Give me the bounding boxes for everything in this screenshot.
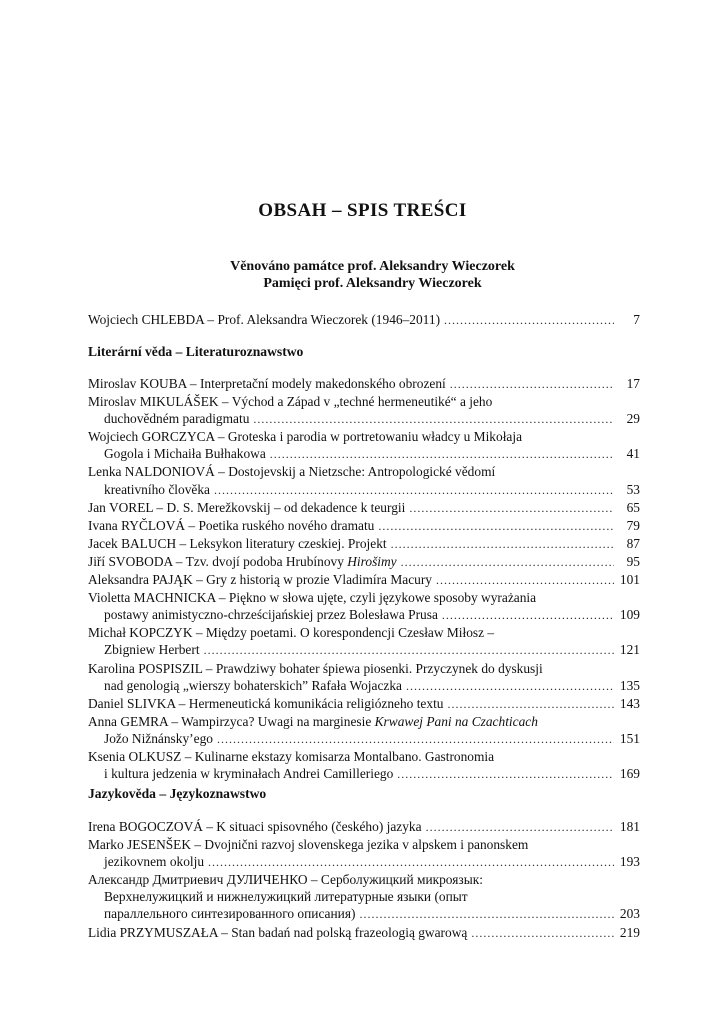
leader-dots	[391, 536, 614, 553]
toc-entry-text: Lenka NALDONIOVÁ – Dostojevskij a Nietzsche: Antropologické vědomí	[88, 464, 496, 480]
toc-entry-text: Karolina POSPISZIL – Prawdziwy bohater śpiewa piosenki. Przyczynek do dyskusji	[88, 660, 543, 676]
toc-entry-text: Daniel SLIVKA – Hermeneutická komunikácia religiózneho textu	[88, 695, 444, 711]
toc-entry[interactable]	[88, 553, 640, 571]
toc-entry[interactable]	[88, 660, 640, 695]
toc-page-number: 87	[626, 535, 640, 551]
toc-entry-text-continued: postawy animistyczno-chrześcijańskiej przez Bolesława Prusa	[104, 607, 438, 623]
toc-entry-text: Marko JESENŠEK – Dvojnični razvoj slovenskega jezika v alpskem i panonskem	[88, 837, 529, 853]
toc-entry-text-continued: параллельного синтезированного описания)	[104, 906, 356, 922]
toc-entry-italic-title: Krwawej Pani na Czachticach	[374, 713, 538, 729]
toc-entry-text: Miroslav MIKULÁŠEK – Východ a Západ v „techné hermeneutiké“ a jeho	[88, 394, 493, 410]
section-heading-literature: Literární věda – Literaturoznawstwo	[88, 344, 304, 359]
toc-page-number: 79	[626, 517, 640, 533]
toc-entry[interactable]	[88, 571, 640, 589]
toc-entry-text: Anna GEMRA – Wampirzyca? Uwagi na marginesie	[88, 713, 375, 729]
toc-section-literature	[88, 375, 640, 783]
dedication-line-1: Věnováno památce prof. Aleksandry Wieczorek	[230, 259, 515, 274]
toc-page-number: 203	[619, 906, 640, 922]
toc-entry[interactable]	[88, 818, 640, 836]
toc-page-number: 135	[619, 677, 640, 693]
leader-dots	[444, 312, 614, 329]
toc-entry[interactable]	[88, 535, 640, 553]
dedication-line-2: Pamięci prof. Aleksandry Wieczorek	[263, 276, 482, 291]
toc-entry[interactable]	[88, 624, 640, 659]
toc-entry-italic-title: Hirošimy	[347, 553, 397, 569]
toc-page-number: 219	[619, 924, 640, 940]
leader-dots	[426, 819, 614, 836]
toc-entry[interactable]	[88, 695, 640, 713]
toc-entry-text: Aleksandra PAJĄK – Gry z historią w prozie Vladimíra Macury	[88, 572, 432, 588]
toc-entry-text: Miroslav KOUBA – Interpretační modely makedonského obrození	[88, 376, 446, 391]
leader-dots	[253, 411, 614, 428]
page-title: OBSAH – SPIS TREŚCI	[258, 200, 467, 221]
toc-page-number: 65	[626, 499, 640, 515]
toc-page-number: 7	[633, 312, 640, 327]
toc-entry-text-continued: Jožo Nižnánsky’ego	[104, 730, 213, 746]
toc-page-number: 193	[619, 854, 640, 870]
toc-page-number: 95	[626, 553, 640, 569]
leader-dots	[442, 607, 614, 624]
toc-page-number: 109	[619, 607, 640, 623]
toc-page-number: 151	[619, 730, 640, 746]
toc-entry[interactable]	[88, 463, 640, 498]
toc-entry-text-continued: jezikovnem okolju	[104, 854, 205, 870]
leader-dots	[208, 854, 614, 871]
toc-page-number: 17	[626, 376, 640, 391]
leader-dots	[406, 678, 614, 695]
toc-entry[interactable]	[88, 311, 640, 329]
toc-entry[interactable]	[88, 375, 640, 393]
dedication	[0, 258, 725, 292]
toc-entry-text-continued: Zbigniew Herbert	[104, 642, 200, 658]
toc-page-number: 121	[619, 642, 640, 658]
toc-entry[interactable]	[88, 713, 640, 748]
toc-intro	[88, 311, 640, 329]
toc-entry-text-continued: duchovědném paradigmatu	[104, 411, 250, 427]
toc-entry[interactable]	[88, 428, 640, 463]
toc-entry[interactable]	[88, 871, 640, 923]
toc-entry-text: Jiří SVOBODA – Tzv. dvojí podoba Hrubínovy	[88, 553, 348, 569]
toc-entry-text-continued: Gogola i Michaiła Bułhakowa	[104, 446, 266, 462]
toc-entry-text: Lidia PRZYMUSZAŁA – Stan badań nad polską frazeologią gwarową	[88, 924, 468, 940]
toc-entry-text-continued: i kultura jedzenia w kryminałach Andrei Camilleriego	[104, 766, 394, 782]
toc-section-linguistics	[88, 818, 640, 942]
toc-entry[interactable]	[88, 836, 640, 871]
leader-dots	[448, 696, 615, 713]
toc-page-number: 41	[626, 446, 640, 462]
toc-page-number: 169	[619, 766, 640, 782]
toc-entry-text-continued: nad genologią „wierszy bohaterskich” Rafała Wojaczka	[104, 677, 402, 693]
toc-page-number: 181	[619, 819, 640, 834]
toc-entry[interactable]	[88, 517, 640, 535]
toc-entry-text-continued: kreativního člověka	[104, 481, 210, 497]
toc-entry-text: Ivana RYČLOVÁ – Poetika ruského nového dramatu	[88, 517, 375, 533]
leader-dots	[397, 766, 614, 783]
toc-page-number: 101	[619, 572, 640, 588]
leader-dots	[409, 500, 614, 517]
toc-entry-text-continued: Верхнелужицкий и нижнелужицкий литературные языки (опыт	[104, 889, 468, 905]
leader-dots	[214, 482, 614, 499]
leader-dots	[471, 925, 614, 942]
leader-dots	[204, 642, 614, 659]
leader-dots	[401, 554, 614, 571]
toc-page-number: 53	[626, 481, 640, 497]
leader-dots	[450, 376, 614, 393]
toc-entry-text: Jan VOREL – D. S. Merežkovskij – od dekadence k teurgii	[88, 499, 406, 515]
toc-page-number: 143	[619, 695, 640, 711]
leader-dots	[270, 446, 614, 463]
toc-entry[interactable]	[88, 589, 640, 624]
toc-entry-text: Michał KOPCZYK – Między poetami. O korespondencji Czesław Miłosz –	[88, 625, 495, 641]
toc-page-number: 29	[626, 411, 640, 427]
leader-dots	[217, 731, 614, 748]
toc-entry-text: Wojciech GORCZYCA – Groteska i parodia w portretowaniu władcy u Mikołaja	[88, 429, 523, 445]
toc-entry-text: Wojciech CHLEBDA – Prof. Aleksandra Wieczorek (1946–2011)	[88, 312, 441, 327]
leader-dots	[436, 572, 614, 589]
toc-entry[interactable]	[88, 924, 640, 942]
toc-entry-text: Александр Дмитриевич ДУЛИЧЕНКО – Серболужицкий микроязык:	[88, 872, 483, 888]
toc-entry-text: Violetta MACHNICKA – Piękno w słowa ujęte, czyli językowe sposoby wyrażania	[88, 590, 537, 606]
leader-dots	[359, 906, 614, 923]
toc-entry-text: Ksenia OLKUSZ – Kulinarne ekstazy komisarza Montalbano. Gastronomia	[88, 748, 495, 764]
toc-entry[interactable]	[88, 499, 640, 517]
toc-entry[interactable]	[88, 393, 640, 428]
toc-entry-text: Jacek BALUCH – Leksykon literatury czeskiej. Projekt	[88, 535, 387, 551]
toc-entry[interactable]	[88, 748, 640, 783]
section-heading-linguistics: Jazykověda – Językoznawstwo	[88, 786, 267, 801]
leader-dots	[378, 518, 614, 535]
toc-entry-text: Irena BOGOCZOVÁ – K situaci spisovného (českého) jazyka	[88, 819, 422, 834]
